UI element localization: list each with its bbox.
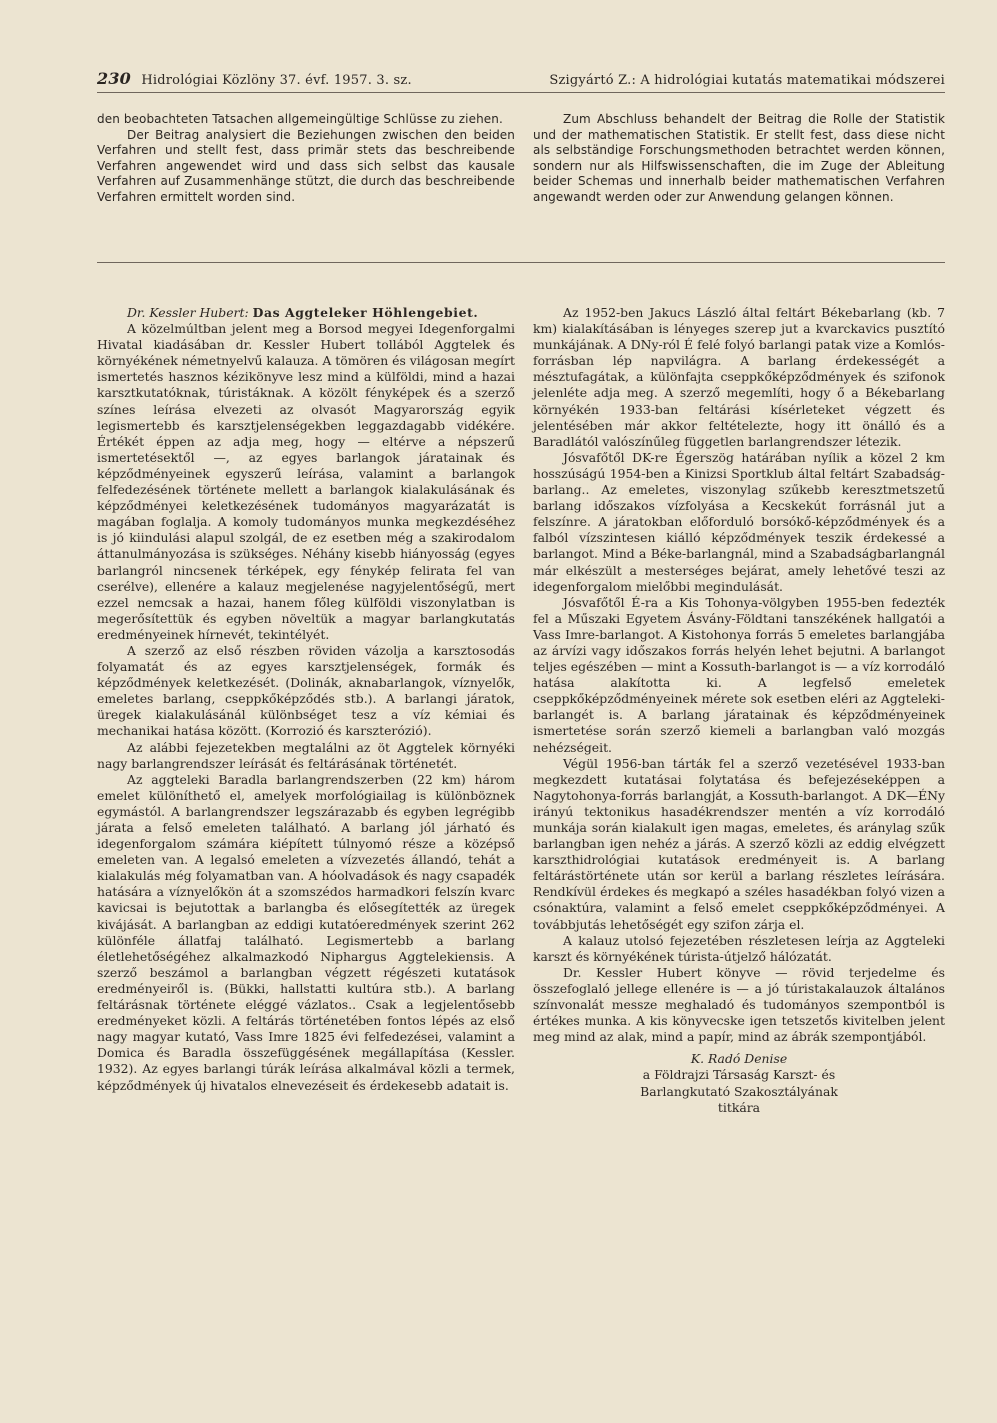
summary-left-column	[97, 112, 515, 206]
review-paragraph: Jósvafőtől DK-re Égerszög határában nyílik a közel 2 km hosszúságú 1954-ben a Kinizsi Sportklub által feltárt Szabadság-barlang.. Az emeletes, viszonylag szűkebb keresztmetszetű barlang időszakos vízfolyása a Kecskekút forrásnál jut a felszínre. A járatokban előforduló borsókő-képződmények és a falból vízszintesen kiálló képződmények teszik érdekessé a barlangot. Mind a Béke-barlangnál, mind a Szabadságbarlangnál már elkészült a mesterséges bejárat, amely lehetővé teszi az idegenforgalom mielőbbi megindulását.	[533, 449, 945, 594]
page-header	[97, 70, 945, 93]
journal-citation: Hidrológiai Közlöny 37. évf. 1957. 3. sz.	[141, 73, 412, 88]
review-paragraph: A közelmúltban jelent meg a Borsod megyei Idegenforgalmi Hivatal kiadásában dr. Kessler Hubert tollából Aggtelek és környékének németnyelvű kalauza. A tömören és világosan megírt ismertetés hasznos kézikönyve lesz mind a külföldi, mind a hazai karsztkutatóknak, túristáknak. A közölt fényképek és a szerző színes leírása elvezeti az olvasót Magyarország egyik legismertebb és karsztjelenségekben leggazdagabb vidékére. Értékét éppen az adja meg, hogy — eltérve a népszerű ismertetésektől —, az egyes barlangok járatainak és képződményeinek egyszerű leírása, valamint a barlangok felfedezésének története mellett a barlangok kialakulásának és képződményei keletkezésének tudományos magyarázatát is magában foglalja. A komoly tudományos munka megkezdéséhez is jó kiindulási alapul szolgál, de ez esetben még a szakirodalom áttanulmányozása is szükséges. Néhány kisebb hiányosság (egyes barlangról nincsenek térképek, egy fénykép felirata fel van cserélve), ellenére a kalauz megjelenése nagyjelentőségű, mert ezzel nemcsak a hazai, hanem főleg külföldi viszonylatban is megerősítettük és egyben növeltük a magyar barlangkutatás eredményeinek hírnevét, tekintélyét.	[97, 321, 515, 642]
review-paragraph: Végül 1956-ban tárták fel a szerző vezetésével 1933-ban megkezdett kutatásai folytatása és befejezéseképpen a Nagytohonya-forrás barlangját, a Kossuth-barlangot. A DK—ÉNy irányú tektonikus hasadékrendszer mentén a víz korrodáló munkája során kialakult igen magas, emeletes, és aránylag szűk barlangban igen nehéz a járás. A szerző közli az eddig elvégzett karszthidrológiai kutatások eredményeit is. A barlang feltárástörténete után sor kerül a barlang részletes leírására. Rendkívül érdekes és megkapó a széles hasadékban folyó vizen a csónaktúra, valamint a felső emelet cseppkőképződményei. A továbbjutás lehetőségét egy szifon zárja el.	[533, 755, 945, 932]
review-heading	[97, 305, 515, 321]
review-book-title: Das Aggteleker Höhlengebiet.	[252, 305, 479, 320]
review-paragraph: Az 1952-ben Jakucs László által feltárt Békebarlang (kb. 7 km) kialakításában is lényeges szerep jut a kvarckavics pusztító munkájának. A DNy-ról É felé folyó barlangi patak vize a Komlós-forrásban lép napvilágra. A barlang érdekességét a mésztufagátak, a különfajta cseppkőképződmények és szifonok jelenléte adja meg. A szerző megemlíti, hogy ő a Békebarlang környékén 1933-ban feltárási kísérleteket végzett és jelentésében már akkor feltételezte, hogy itt önálló és a Baradlától valószínűleg független barlangrendszer létezik.	[533, 305, 945, 449]
review-left-column	[97, 305, 515, 1094]
review-paragraph: Az aggteleki Baradla barlangrendszerben (22 km) három emelet különíthető el, amelyek morfológiailag is különböznek egymástól. A barlangrendszer legszárazabb és egyben legrégibb járata a felső emeleten található. A barlang jól járható és idegenforgalom számára kiépített túlnyomó része a középső emeleten van. A legalsó emeleten a vízvezetés állandó, tehát a kialakulás még folyamatban van. A hóolvadások és nagy csapadék hatására a víznyelőkön át a szomszédos harmadkori felszín kvarc kavicsai is bejutottak a barlangba és elősegítették az üregek kivájását. A barlangban az eddigi kutatóeredmények szerint 262 különféle állatfaj található. Legismertebb a barlang életlehetőségéhez alkalmazkodó Niphargus Aggtelekiensis. A szerző beszámol a barlangban végzett régészeti kutatások eredményeiről is. (Bükki, hallstatti kultúra stb.). A barlang feltárásnak története eléggé vázlatos.. Csak a legjelentősebb eredményeket közli. A feltárás történetében fontos lépés az első nagy magyar kutató, Vass Imre 1825 évi felfedezései, valamint a Domica és Baradla összefüggésének megállapítása (Kessler. 1932). Az egyes barlangi túrák leírása alkalmával közli a termek, képződmények új hivatalos elnevezéseit és érdekesebb adatait is.	[97, 771, 515, 1093]
section-divider	[97, 262, 945, 263]
review-paragraph: A kalauz utolsó fejezetében részletesen leírja az Aggteleki karszt és környékének túrista-útjelző hálózatát.	[533, 932, 945, 964]
reviewer-affiliation-line: Barlangkutató Szakosztályának	[640, 1083, 838, 1099]
review-paragraph: Dr. Kessler Hubert könyve — rövid terjedelme és összefoglaló jellege ellenére is — a jó túristakalauzok általános színvonalát messze meghaladó és tudományos szempontból is értékes munka. A kis könyvecske igen tetszetős kivitelben jelent meg mind az alak, mind a papír, mind az ábrák szempontjából.	[533, 964, 945, 1045]
reviewer-name: K. Radó Denise	[690, 1051, 788, 1067]
review-right-column	[533, 305, 945, 1116]
review-paragraph: Az alábbi fejezetekben megtalálni az öt Aggtelek környéki nagy barlangrendszer leírását és feltárásának történetét.	[97, 739, 515, 771]
summary-right-column	[533, 112, 945, 206]
reviewer-affiliation-line: titkára	[717, 1099, 761, 1115]
reviewer-signature	[533, 1051, 945, 1115]
running-title: Szigyártó Z.: A hidrológiai kutatás matematikai módszerei	[549, 73, 945, 88]
summary-paragraph: Zum Abschluss behandelt der Beitrag die Rolle der Statistik und der mathematischen Statistik. Er stellt fest, dass diese nicht als selbständige Forschungsmethoden betrachtet werden können, sondern nur als Hilfswissenschaften, die im Zuge der Ableitung beider Schemas und innerhalb beider mathematischen Verfahren angewandt werden oder zur Anwendung gelangen können.	[533, 112, 945, 204]
header-left	[97, 69, 412, 88]
page-number: 230	[97, 69, 131, 88]
review-author: Dr. Kessler Hubert:	[127, 305, 249, 320]
reviewer-affiliation-line: a Földrajzi Társaság Karszt- és	[642, 1067, 836, 1083]
summary-paragraph: den beobachteten Tatsachen allgemeingültige Schlüsse zu ziehen.	[97, 112, 503, 126]
review-paragraph: A szerző az első részben röviden vázolja a karsztosodás folyamatát és az egyes karsztjelenségek, formák és képződmények keletkezését. (Dolinák, aknabarlangok, víznyelők, emeletes barlang, cseppkőképződés stb.). A barlangi járatok, üregek kialakulásánál különbséget tesz a víz kémiai és mechanikai hatása között. (Korrozió és karszterózió).	[97, 642, 515, 739]
review-paragraph: Jósvafőtől É-ra a Kis Tohonya-völgyben 1955-ben fedezték fel a Műszaki Egyetem Ásvány-Földtani tanszékének hallgatói a Vass Imre-barlangot. A Kistohonya forrás 5 emeletes barlangjába az árvízi vagy időszakos forrás helyén lehet bejutni. A barlangot teljes egészében — mint a Kossuth-barlangot is — a víz korrodáló hatása alakította ki. A legfelső emeletek cseppkőképződményeinek mérete sok esetben eléri az Aggteleki-barlangét is. A barlang járatainak és képződményeinek ismertetése során szerző kiemeli a barlangban való mozgás nehézségeit.	[533, 594, 945, 755]
summary-paragraph: Der Beitrag analysiert die Beziehungen zwischen den beiden Verfahren und stellt fest, dass primär stets das beschreibende Verfahren angewendet wird und dass sich selbst das kausale Verfahren auf Zusammenhänge stützt, die durch das beschreibende Verfahren ermittelt worden sind.	[97, 127, 515, 204]
